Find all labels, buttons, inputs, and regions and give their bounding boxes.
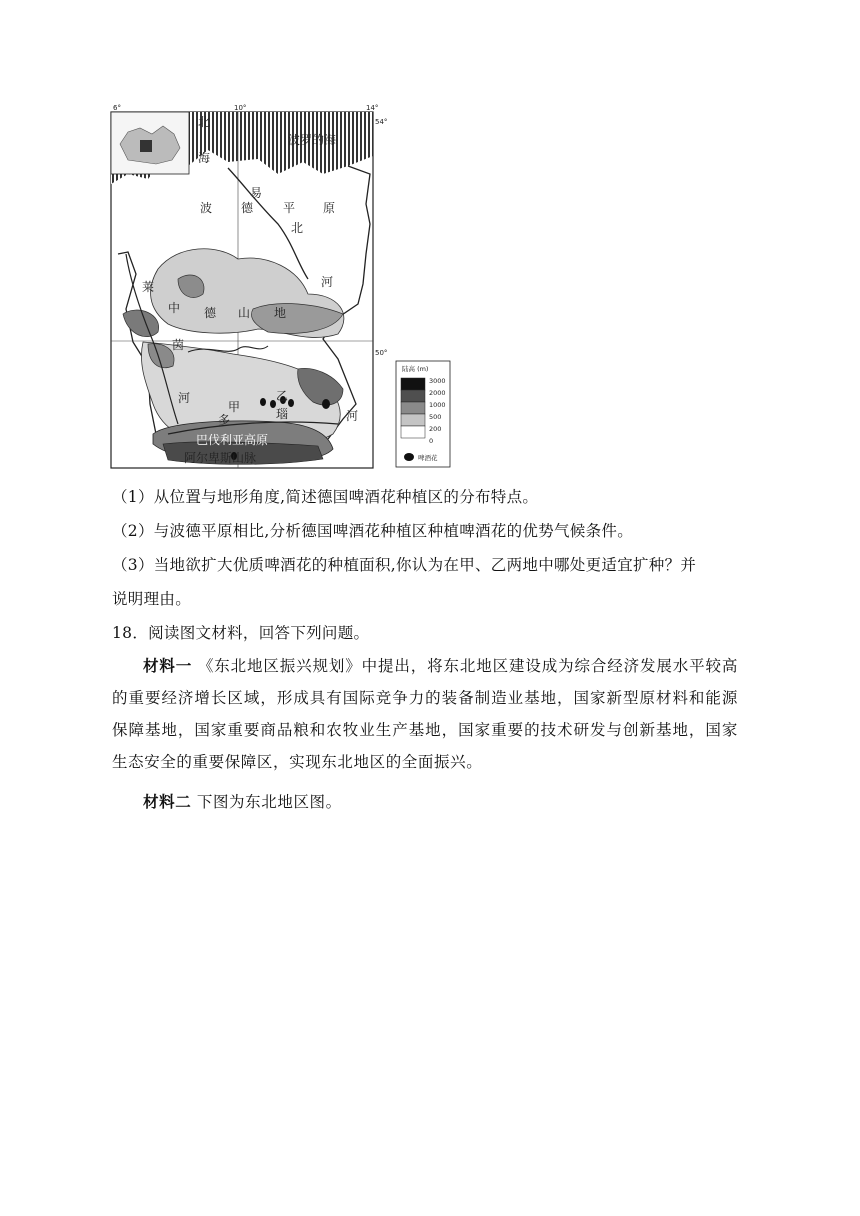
question-2: （2）与波德平原相比,分析德国啤酒花种植区种植啤酒花的优势气候条件。	[112, 522, 633, 540]
label-baltic-sea: 波罗的海	[288, 133, 337, 147]
material-2-text: 下图为东北地区图。	[196, 793, 342, 811]
label-upland-1: 中	[168, 301, 181, 315]
legend-level-1000: 1000	[429, 401, 446, 409]
label-upland-3: 山	[238, 306, 251, 320]
label-jia: 甲	[228, 400, 241, 414]
legend-level-500: 500	[429, 413, 442, 421]
label-danube-1: 多	[218, 413, 231, 427]
coord-lat-50: 50°	[375, 349, 388, 357]
coord-lon-10: 10°	[234, 104, 247, 112]
coord-lon-6: 6°	[113, 104, 121, 112]
legend-title: 陆高 (m)	[402, 365, 429, 373]
label-elbe-3: 河	[321, 275, 334, 289]
label-upland-4: 地	[274, 306, 287, 320]
material-1-text: 《东北地区振兴规划》中提出，将东北地区建设成为综合经济发展水平较高的重要经济增长区域，形成具有国际竞争力的装备制造业基地，国家新型原材料和能源保障基地，国家重要商品粮和农牧业生产基地，国家重要的技术研发与创新基地，国家生态安全的重要保障区，实现东北地区的全面振兴。	[112, 657, 738, 771]
question-3-line-1: （3）当地欲扩大优质啤酒花的种植面积,你认为在甲、乙两地中哪处更适宜扩种？并	[112, 556, 697, 574]
label-plain-3: 平	[283, 201, 296, 215]
legend-level-0: 0	[429, 437, 434, 445]
legend-level-3000: 3000	[429, 377, 446, 385]
elevation-legend	[396, 361, 450, 467]
label-alps: 阿尔卑斯山脉	[184, 451, 257, 465]
label-yi: 乙	[276, 389, 289, 403]
question-18-title: 18．阅读图文材料，回答下列问题。	[112, 624, 370, 642]
coord-lon-14: 14°	[366, 104, 379, 112]
question-3-line-2: 说明理由。	[112, 590, 192, 608]
label-rhine-3: 河	[178, 391, 191, 405]
label-rhine-1: 莱	[142, 280, 155, 294]
label-danube-2: 瑙	[276, 407, 289, 421]
label-north-sea-2: 海	[198, 151, 211, 165]
label-rhine-2: 茵	[172, 338, 185, 352]
label-bavarian-plateau: 巴伐利亚高原	[196, 433, 269, 447]
question-1: （1）从位置与地形角度,简述德国啤酒花种植区的分布特点。	[112, 488, 539, 506]
label-danube-3: 河	[346, 409, 359, 423]
legend-level-2000: 2000	[429, 389, 446, 397]
label-plain-2: 德	[241, 201, 254, 215]
material-2-tag: 材料二	[143, 792, 192, 811]
label-plain-1: 波	[200, 201, 213, 215]
hop-legend-icon	[404, 453, 414, 461]
coord-lat-54: 54°	[375, 118, 388, 126]
legend-level-200: 200	[429, 425, 442, 433]
germany-hops-map	[108, 104, 452, 470]
label-elbe-1: 易	[250, 186, 263, 200]
material-1-paragraph	[112, 650, 738, 778]
label-north-sea-1: 北	[198, 115, 211, 129]
legend-hops: 啤酒花	[418, 454, 438, 462]
label-elbe-2: 北	[291, 221, 304, 235]
material-1-tag: 材料一	[143, 656, 193, 675]
material-2-paragraph	[112, 786, 738, 818]
label-upland-2: 德	[204, 306, 217, 320]
label-plain-4: 原	[323, 201, 336, 215]
